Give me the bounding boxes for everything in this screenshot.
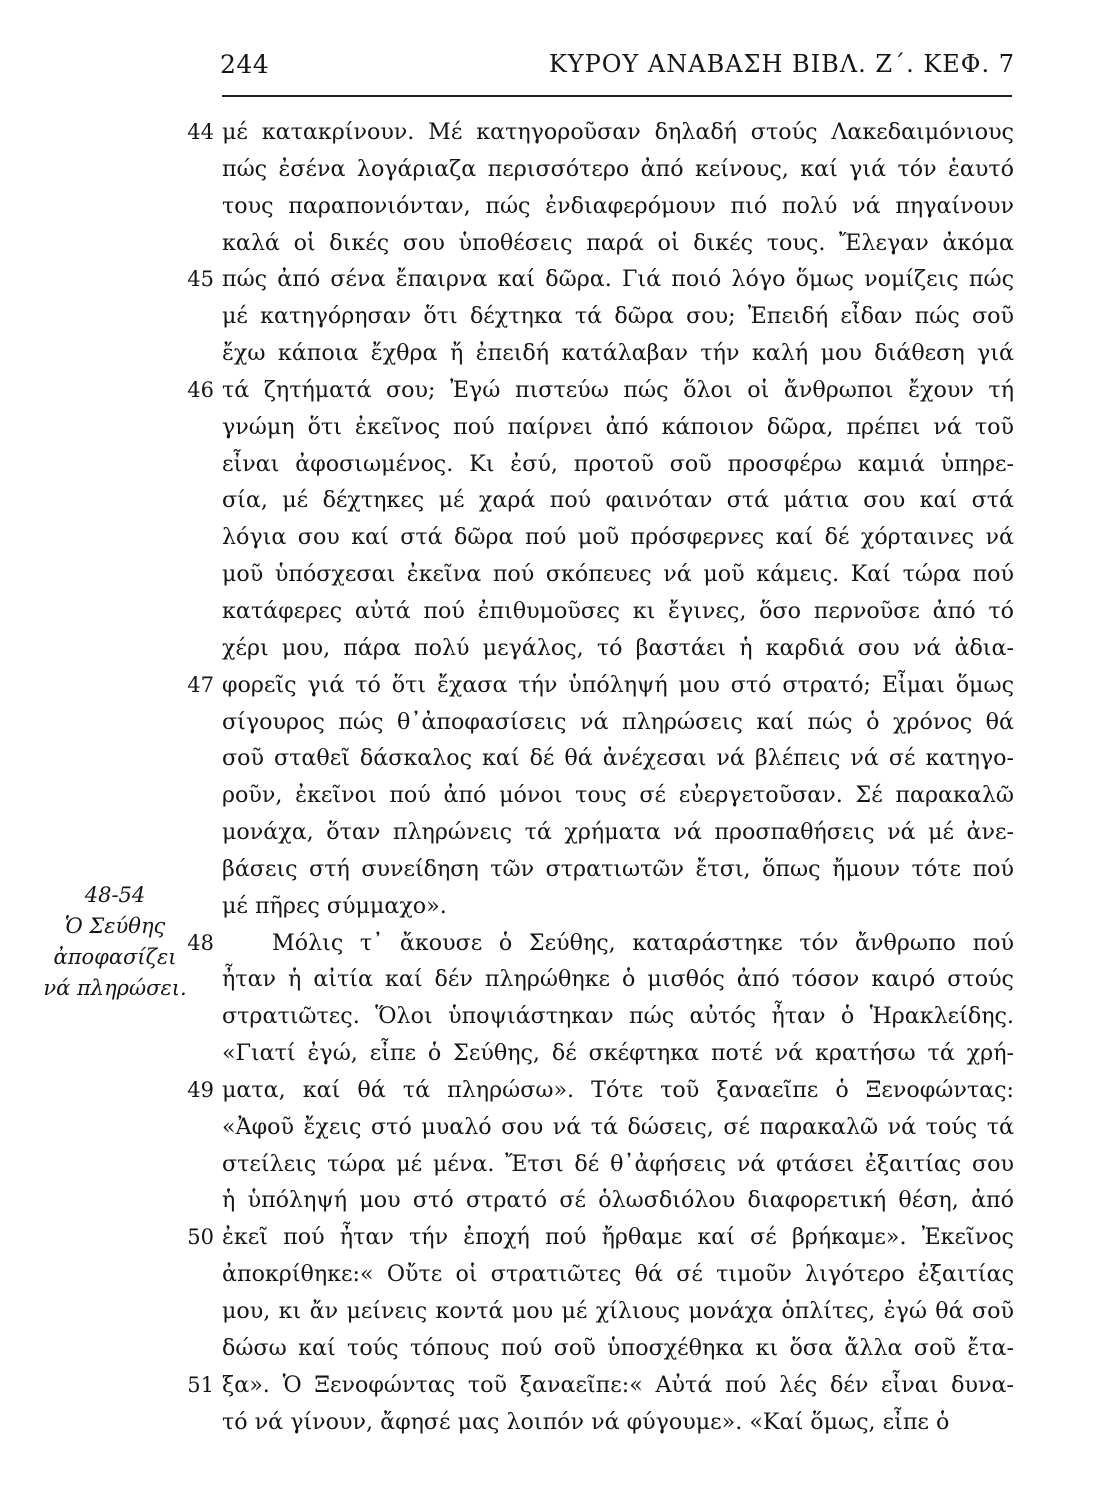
- text-line: [0, 888, 1100, 925]
- header-rule: [222, 95, 1012, 97]
- text-line: [0, 851, 1100, 888]
- line-text: στρατιῶτες. Ὅλοι ὑποψιάστηκαν πώς αὐτός ἦταν ὁ Ἡρακλείδης.: [222, 1003, 1014, 1030]
- line-text: τους παραπονιόνταν, πώς ἐνδιαφερόμουν πιό πολύ νά πηγαίνουν: [222, 192, 1014, 219]
- section-number: 50: [187, 1225, 214, 1250]
- text-line: [0, 961, 1100, 998]
- text-line: [0, 777, 1100, 814]
- line-text: μέ κατακρίνουν. Μέ κατηγοροῦσαν δηλαδή στούς Λακεδαιμόνιους: [222, 119, 1014, 145]
- line-text: ἦταν ἡ αἰτία καί δέν πληρώθηκε ὁ μισθός ἀπό τόσον καιρό στούς: [222, 966, 1014, 993]
- text-line: [0, 1182, 1100, 1219]
- line-text: ἔχω κάποια ἔχθρα ἤ ἐπειδή κατάλαβαν τήν καλή μου διάθεση γιά: [222, 340, 1014, 367]
- text-line: [0, 1035, 1100, 1072]
- text-line: [0, 1404, 1100, 1441]
- line-text: βάσεις στή συνείδηση τῶν στρατιωτῶν ἔτσι, ὅπως ἤμουν τότε πού: [222, 855, 1014, 882]
- text-line: [0, 298, 1100, 335]
- text-line: [0, 151, 1100, 188]
- page-number: 244: [220, 50, 270, 79]
- line-text: «Ἀφοῦ ἔχεις στό μυαλό σου νά τά δώσεις, σέ παρακαλῶ νά τούς τά: [222, 1113, 1014, 1140]
- text-line: [0, 814, 1100, 851]
- text-line: [0, 1072, 1100, 1109]
- line-text: γνώμη ὅτι ἐκεῖνος πού παίρνει ἀπό κάποιον δῶρα, πρέπει νά τοῦ: [222, 413, 1014, 440]
- page-header: [220, 44, 1015, 84]
- line-text: ροῦν, ἐκεῖνοι πού ἀπό μόνοι τους σέ εὐεργετοῦσαν. Σέ παρακαλῶ: [222, 782, 1014, 809]
- text-line: [0, 630, 1100, 667]
- text-line: [0, 998, 1100, 1035]
- line-text: σίγουρος πώς θ᾿ἀποφασίσεις νά πληρώσεις καί πώς ὁ χρόνος θά: [222, 708, 1014, 735]
- section-number: 45: [187, 267, 214, 292]
- section-number: 48: [187, 930, 214, 955]
- text-line: [0, 372, 1100, 409]
- section-number: 44: [187, 120, 214, 144]
- line-text: ξα». Ὁ Ξενοφώντας τοῦ ξαναεῖπε:« Αὐτά πού λές δέν εἶναι δυνα-: [222, 1371, 1014, 1398]
- section-number: 49: [187, 1077, 214, 1102]
- line-text: ἡ ὑπόληψή μου στό στρατό σέ ὁλωσδιόλου διαφορετική θέση, ἀπό: [222, 1187, 1014, 1214]
- text-line: [0, 593, 1100, 630]
- line-text: πώς ἀπό σένα ἔπαιρνα καί δῶρα. Γιά ποιό λόγο ὅμως νομίζεις πώς: [222, 266, 1014, 293]
- text-line: [0, 1109, 1100, 1146]
- text-line: [0, 446, 1100, 483]
- line-text: σοῦ σταθεῖ δάσκαλος καί δέ θά ἀνέχεσαι νά βλέπεις νά σέ κατηγο-: [222, 745, 1014, 772]
- text-line: [0, 704, 1100, 741]
- section-number: 47: [187, 672, 214, 697]
- text-line: [0, 1256, 1100, 1293]
- line-text: «Γιατί ἐγώ, εἶπε ὁ Σεύθης, δέ σκέφτηκα ποτέ νά κρατήσω τά χρή-: [222, 1040, 1014, 1067]
- line-text: φορεῖς γιά τό ὅτι ἔχασα τήν ὑπόληψή μου στό στρατό; Εἶμαι ὅμως: [222, 671, 1014, 698]
- line-text: ἐκεῖ πού ἦταν τήν ἐποχή πού ἤρθαμε καί σέ βρήκαμε». Ἐκεῖνος: [222, 1224, 1014, 1251]
- line-text: μου, κι ἄν μείνεις κοντά μου μέ χίλιους μονάχα ὁπλίτες, ἐγώ θά σοῦ: [222, 1298, 1014, 1324]
- text-line: [0, 925, 1100, 962]
- margin-note-line: νά πληρώσει.: [43, 976, 187, 1000]
- body-text: [0, 114, 1100, 1440]
- text-line: [0, 667, 1100, 704]
- text-line: [0, 335, 1100, 372]
- line-text: σία, μέ δέχτηκες μέ χαρά πού φαινόταν στά μάτια σου καί στά: [222, 487, 1014, 514]
- line-text: εἶναι ἀφοσιωμένος. Κι ἐσύ, προτοῦ σοῦ προσφέρω καμιά ὑπηρε-: [222, 450, 1014, 477]
- text-line: [0, 1219, 1100, 1256]
- margin-note-line: ἀποφασίζει: [53, 945, 177, 969]
- line-text: ματα, καί θά τά πληρώσω». Τότε τοῦ ξαναεῖπε ὁ Ξενοφώντας:: [222, 1076, 1014, 1103]
- text-line: [0, 556, 1100, 593]
- line-text: λόγια σου καί στά δῶρα πού μοῦ πρόσφερνες καί δέ χόρταινες νά: [222, 524, 1014, 551]
- text-line: [0, 519, 1100, 556]
- text-line: [0, 1293, 1100, 1330]
- line-text: δώσω καί τούς τόπους πού σοῦ ὑποσχέθηκα κι ὅσα ἄλλα σοῦ ἔτα-: [222, 1334, 1014, 1361]
- line-text: μέ κατηγόρησαν ὅτι δέχτηκα τά δῶρα σου; Ἐπειδή εἶδαν πώς σοῦ: [222, 303, 1014, 330]
- line-text: μοῦ ὑπόσχεσαι ἐκεῖνα πού σκόπευες νά μοῦ κάμεις. Καί τώρα πού: [222, 561, 1014, 588]
- line-text: τά ζητήματά σου; Ἐγώ πιστεύω πώς ὅλοι οἱ ἄνθρωποι ἔχουν τή: [222, 376, 1014, 403]
- text-line: [0, 188, 1100, 225]
- text-line: [0, 482, 1100, 519]
- margin-note-range: 48-54: [84, 883, 146, 907]
- line-text: Μόλις τ᾿ ἄκουσε ὁ Σεύθης, καταράστηκε τόν ἄνθρωπο πού: [272, 929, 1014, 956]
- running-head: ΚΥΡΟΥ ΑΝΑΒΑΣΗ ΒΙΒΛ. Ζ΄. ΚΕΦ. 7: [548, 50, 1015, 78]
- line-text: μέ πῆρες σύμμαχο».: [222, 892, 447, 919]
- line-text: χέρι μου, πάρα πολύ μεγάλος, τό βαστάει ἡ καρδιά σου νά ἀδια-: [222, 634, 1014, 661]
- text-line: [0, 409, 1100, 446]
- margin-note-line: Ὁ Σεύθης: [64, 914, 166, 938]
- section-number: 51: [187, 1372, 214, 1397]
- line-text: πώς ἐσένα λογάριαζα περισσότερο ἀπό κείνους, καί γιά τόν ἑαυτό: [222, 155, 1014, 182]
- line-text: στείλεις τώρα μέ μένα. Ἔτσι δέ θ᾿ἀφήσεις νά φτάσει ἐξαιτίας σου: [222, 1150, 1014, 1177]
- text-line: [0, 261, 1100, 298]
- text-line: [0, 740, 1100, 777]
- text-line: [0, 1146, 1100, 1183]
- line-text: ἀποκρίθηκε:« Οὔτε οἱ στρατιῶτες θά σέ τιμοῦν λιγότερο ἐξαιτίας: [222, 1261, 1014, 1288]
- line-text: μονάχα, ὅταν πληρώνεις τά χρήματα νά προσπαθήσεις νά μέ ἀνε-: [222, 819, 1014, 846]
- text-line: [0, 225, 1100, 262]
- text-line: [0, 1367, 1100, 1404]
- line-text: τό νά γίνουν, ἄφησέ μας λοιπόν νά φύγουμε». «Καί ὅμως, εἶπε ὁ: [222, 1408, 950, 1435]
- line-text: κατάφερες αὐτά πού ἐπιθυμοῦσες κι ἔγινες, ὅσο περνοῦσε ἀπό τό: [222, 597, 1014, 624]
- section-number: 46: [187, 377, 214, 402]
- text-line: [0, 1330, 1100, 1367]
- text-line: [0, 114, 1100, 151]
- line-text: καλά οἱ δικές σου ὑποθέσεις παρά οἱ δικές τους. Ἔλεγαν ἀκόμα: [222, 229, 1014, 256]
